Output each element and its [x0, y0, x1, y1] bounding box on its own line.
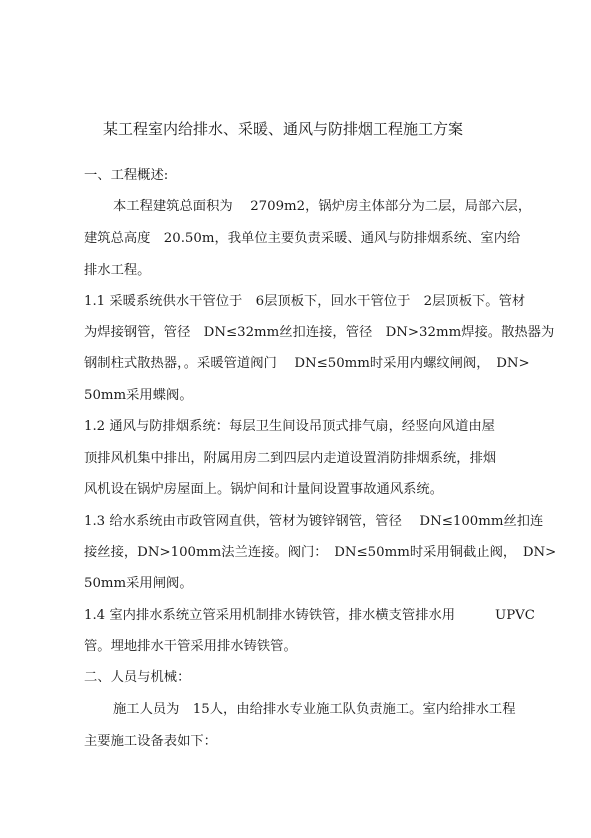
paragraph-line: 50mm采用闸阀。 — [84, 576, 193, 591]
paragraph-line: 为焊接钢管，管径 DN≤32mm丝扣连接，管径 DN>32mm焊接。散热器为 — [84, 325, 555, 340]
paragraph-line: 顶排风机集中排出，附属用房二到四层内走道设置消防排烟系统，排烟 — [84, 451, 497, 466]
paragraph-line: 排水工程。 — [84, 263, 151, 278]
section-heading-overview: 一、工程概述: — [84, 168, 169, 183]
section-heading-personnel: 二、人员与机械： — [84, 670, 191, 685]
paragraph-line: 风机设在锅炉房屋面上。锅炉间和计量间设置事故通风系统。 — [84, 482, 444, 497]
paragraph-line: 主要施工设备表如下： — [84, 734, 217, 749]
paragraph-line: 1.2 通风与防排烟系统：每层卫生间设吊顶式排气扇，经竖向风道由屋 — [84, 419, 495, 434]
paragraph-line: 钢制柱式散热器，。采暖管道阀门 DN≤50mm时采用内螺纹闸阀， DN> — [84, 356, 530, 371]
paragraph-line: 50mm采用蝶阀。 — [84, 388, 193, 403]
paragraph-line: 施工人员为 15人，由给排水专业施工队负责施工。室内给排水工程 — [113, 702, 516, 717]
paragraph-line: 接丝接，DN>100mm法兰连接。阀门： DN≤50mm时采用铜截止阀， DN> — [84, 545, 557, 560]
paragraph-line: 1.4 室内排水系统立管采用机制排水铸铁管，排水横支管排水用 UPVC — [84, 608, 535, 623]
paragraph-line: 本工程建筑总面积为 2709m2，锅炉房主体部分为二层，局部六层， — [113, 199, 532, 214]
paragraph-line: 1.1 采暖系统供水干管位于 6层顶板下，回水干管位于 2层顶板下。管材 — [84, 294, 526, 309]
paragraph-line: 建筑总高度 20.50m，我单位主要负责采暖、通风与防排烟系统、室内给 — [84, 231, 521, 246]
paragraph-line: 管。埋地排水干管采用排水铸铁管。 — [84, 639, 297, 654]
document-title: 某工程室内给排水、采暖、通风与防排烟工程施工方案 — [103, 120, 464, 138]
paragraph-line: 1.3 给水系统由市政管网直供，管材为镀锌钢管，管径 DN≤100mm丝扣连 — [84, 514, 544, 529]
